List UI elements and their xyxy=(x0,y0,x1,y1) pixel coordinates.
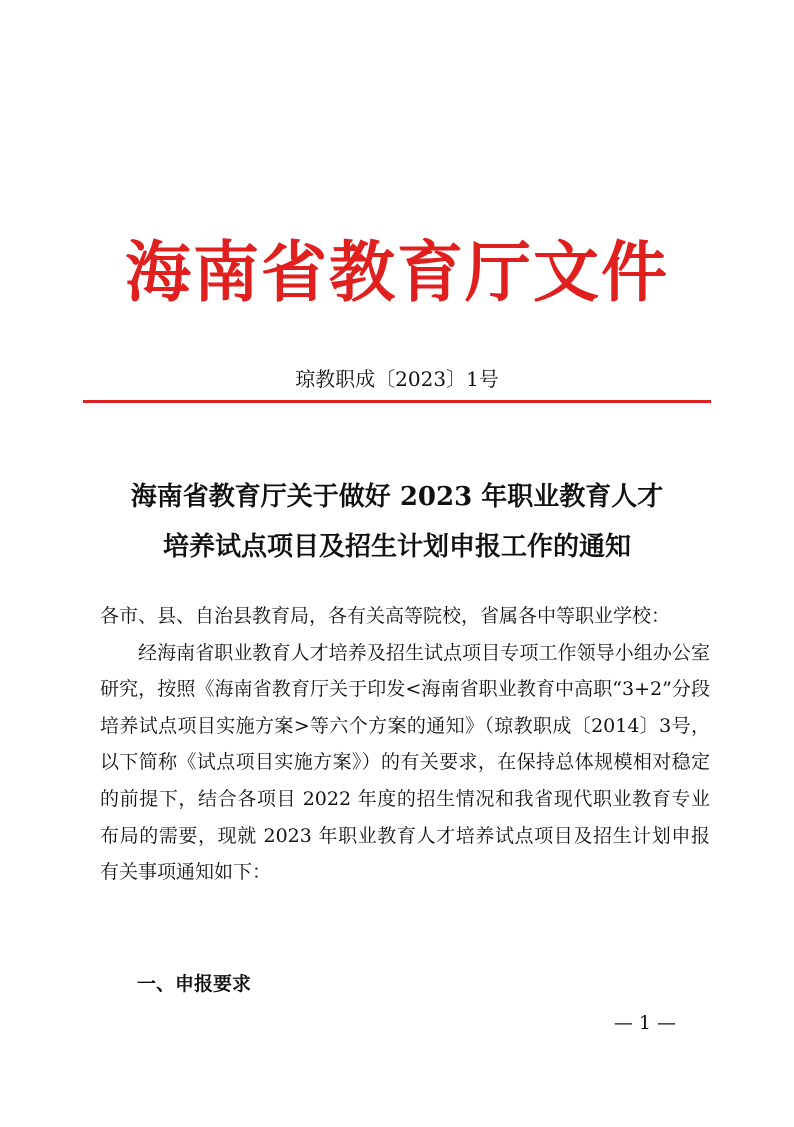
document-number: 琼教职成〔2023〕1号 xyxy=(295,367,499,391)
page-number: — 1 — xyxy=(613,1012,676,1034)
red-separator-line xyxy=(83,400,711,403)
notice-title-line-1: 海南省教育厅关于做好 2023 年职业教育人才 xyxy=(130,482,664,512)
section-heading-1: 一、申报要求 xyxy=(137,973,252,995)
body-paragraph-1: 经海南省职业教育人才培养及招生试点项目专项工作领导小组办公室研究，按照《海南省教育厅关于印发<海南省职业教育中高职“3+2”分段培养试点项目实施方案>等六个方案的通知》（琼教职成〔2014〕3号，以下简称《试点项目实施方案》）的有关要求，在保持总体规模相对稳定的前提下，结合各项目 2022 年度的招生情况和我省现代职业教育专业布局的需要，现就 2023 年职业教育人才培养试点项目及招生计划申报有关事项通知如下： xyxy=(100,641,710,884)
notice-title-line-2: 培养试点项目及招生计划申报工作的通知 xyxy=(162,532,631,562)
notice-title xyxy=(0,472,794,572)
notice-body xyxy=(100,598,710,891)
issuer-header-title: 海南省教育厅文件 xyxy=(125,233,669,311)
addressee-paragraph: 各市、县、自治县教育局，各有关高等院校，省属各中等职业学校： xyxy=(100,605,671,627)
